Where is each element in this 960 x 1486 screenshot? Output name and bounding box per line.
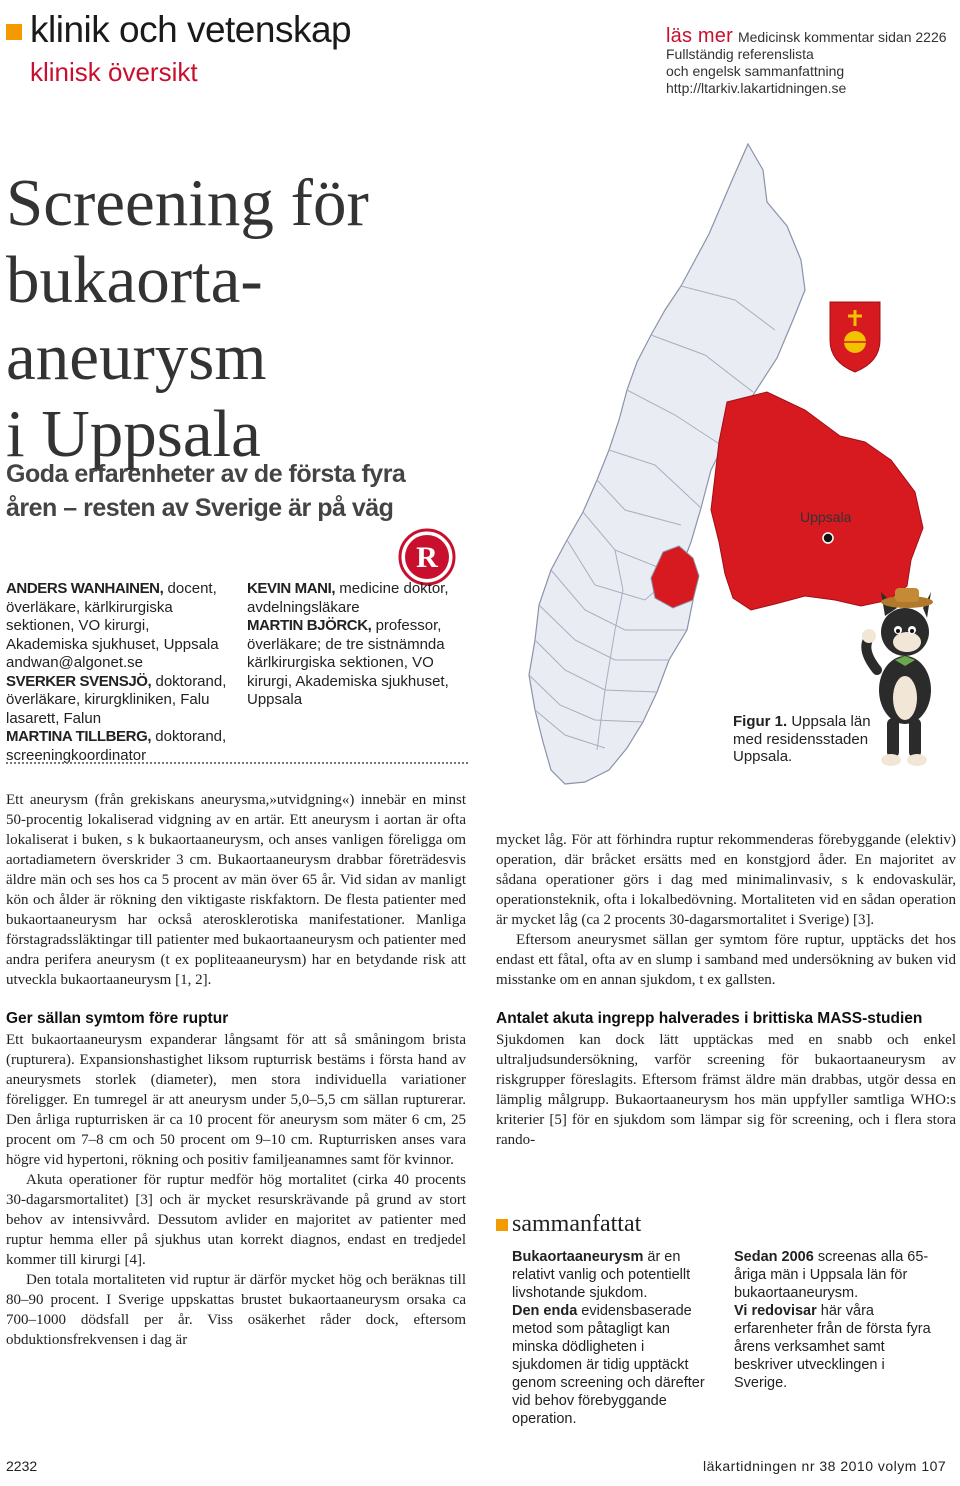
- summary-column-1: [512, 1248, 712, 1428]
- read-more-line: och engelsk sammanfattning: [666, 63, 845, 79]
- title-line: Screening för: [6, 166, 369, 240]
- author-affiliation: doktorand, screeningkoordinator: [6, 728, 227, 764]
- figure-caption-text: Uppsala län med residensstaden Uppsala.: [733, 713, 871, 765]
- summary-title: sammanfattat: [512, 1211, 642, 1237]
- article-subheading: [6, 457, 526, 525]
- title-line: aneurysm: [6, 320, 267, 394]
- summary-item: [734, 1248, 934, 1302]
- section-subtitle: klinisk översikt: [30, 57, 198, 87]
- author-name: MARTIN BJÖRCK,: [247, 617, 372, 634]
- author-name: SVERKER SVENSJÖ,: [6, 672, 152, 690]
- section-title: klinik och vetenskap: [30, 9, 352, 50]
- author-name: MARTINA TILLBERG,: [6, 728, 152, 745]
- summary-item-lead: Den enda: [512, 1303, 578, 1319]
- paragraph: Ett bukaortaaneurysm expanderar långsamt för att så småningom brista (rupturera). Expansionshastighet liksom rupturrisk bestäms i första hand av aneurysmets storlek (diameter), men stora individuella variationer föreligger. En tumregel är att aneurysm under 5,0–5,5 cm sällan rupturerar. Den årliga rupturrisken är ca 10 procent för aneurysm som mäter 6 cm, 25 procent om 7–8 cm och 50 procent om 9–10 cm. Rupturrisken anses vara högre vid hypertoni, rökning och positiv familjeanamnes samt för kvinnor.: [6, 1032, 466, 1168]
- subheading-line: åren – resten av Sverige är på väg: [6, 494, 394, 522]
- article-title: [6, 165, 526, 473]
- summary-item-lead: Bukaortaaneurysm: [512, 1249, 644, 1265]
- summary-column-2: [734, 1248, 934, 1392]
- summary-item: [734, 1302, 934, 1392]
- read-more-lead: läs mer: [666, 25, 733, 47]
- authors-right: [247, 580, 472, 710]
- summary-item-lead: Vi redovisar: [734, 1303, 817, 1319]
- summary-item-text: evidensbaserade metod som påtagligt kan minska dödligheten i sjukdomen är tidig upptäckt genom screening och därefter vid behov förebyggande operation.: [512, 1303, 705, 1427]
- paragraph: Eftersom aneurysmet sällan ger symtom före ruptur, upptäcks det hos endast ett fåtal, ofta av en slump i samband med undersökning av buken vid misstanke om en annan sjukdom, t ex gallsten.: [496, 932, 956, 988]
- summary-item-lead: Sedan 2006: [734, 1249, 814, 1265]
- summary-item-text: screenas alla 65-åriga män i Uppsala län för bukaortaaneurysm.: [734, 1249, 929, 1301]
- uppsala-city-marker: [823, 533, 833, 543]
- author-affiliation: medicine doktor, avdelningsläkare: [247, 580, 449, 616]
- map-label: Uppsala: [800, 509, 852, 525]
- sweden-map: [505, 130, 960, 790]
- uppsala-county-large: [711, 392, 923, 610]
- subheading-line: Goda erfarenheter av de första fyra: [6, 460, 406, 488]
- review-badge-icon: [398, 528, 456, 586]
- body-right-column: [496, 830, 956, 1150]
- paragraph: Den totala mortaliteten vid ruptur är därför mycket hög och beräknas till 80–90 procent. I Sverige uppskattas brustet bukaortaaneurysm orsaka ca 700–1000 dödsfall per år. Viss osäkerhet råder dock, eftersom obduktionsfrekvensen i dag är: [6, 1272, 466, 1348]
- author-email[interactable]: andwan@algonet.se: [6, 654, 143, 671]
- author-affiliation: docent, överläkare, kärlkirurgiska sektionen, VO kirurgi, Akademiska sjukhuset, Uppsala: [6, 580, 219, 653]
- summary-item: [512, 1248, 712, 1302]
- author-entry: [6, 580, 231, 654]
- journal-footer: läkartidningen nr 38 2010 volym 107: [703, 1458, 947, 1474]
- figure-caption: [733, 713, 883, 766]
- author-name: ANDERS WANHAINEN,: [6, 580, 164, 597]
- title-line: i Uppsala: [6, 397, 261, 471]
- paragraph: Akuta operationer för ruptur medför hög mortalitet (cirka 40 procents 30-dagarsmortalitet) [3] och är mycket resurskrävande på grund av stort behov av intensivvård. Dessutom avlider en majoritet av patienter med ruptur hemma eller på sjukhus utan korrekt diagnos, endast en tredjedel kommer till kirurgi [4].: [6, 1172, 466, 1268]
- summary-item-text: här våra erfarenheter från de första fyra årens verksamhet samt beskriver utvecklingen i Sverige.: [734, 1303, 931, 1391]
- divider: [6, 762, 468, 764]
- read-more-link[interactable]: http://ltarkiv.lakartidningen.se: [666, 80, 847, 96]
- intro-paragraph: Ett aneurysm (från grekiskans aneurysma,»utvidgning«) innebär en minst 50-procentig lokaliserad vidgning av en artär. Ett aneurysm i aortan är ofta lokaliserat i buken, s k bukaortaaneurysm, och anses vanligen föreligga om aortadiametern överskrider 3 cm. Bukaortaaneurysm drabbar företrädesvis äldre män och ses hos ca 5 procent av män över 65 år. Vid sidan av manligt kön och ålder är rökning den viktigaste riskfaktorn. De flesta patienter med bukaortaaneurysm har också aterosklerotiska manifestationer. Manliga förstagradssläktingar till patienter med bukaortaaneurysm och patienter med andra perifera aneurysm (t ex popliteaaneurysm) har en betydande risk att utveckla bukaortaaneurysm [1, 2].: [6, 792, 466, 988]
- read-more-line: Medicinsk kommentar sidan 2226: [737, 29, 947, 45]
- summary-item: [512, 1302, 712, 1428]
- author-name: KEVIN MANI,: [247, 580, 336, 597]
- section-marker: [6, 24, 22, 40]
- badge-letter: R: [416, 541, 438, 574]
- summary-marker: [496, 1219, 508, 1231]
- paragraph: Sjukdomen kan dock lätt upptäckas med en snabb och enkel ultraljudsundersökning, varför screening för bukaortaaneurysm av riskgrupper föreslagits. Eftersom främst äldre män drabbas, utgör dessa en lämplig målgrupp. Bukaortaaneurysm hos män uppfyller samtliga WHO:s kriterier [5] för en sjukdom som lämpar sig för screening, och i flera stora rando-: [496, 1032, 956, 1148]
- author-entry: [6, 673, 231, 729]
- summary-item-text: är en relativt vanlig och potentiellt livshotande sjukdom.: [512, 1249, 691, 1301]
- section-heading: Ger sällan symtom före ruptur: [6, 1010, 229, 1027]
- figure-caption-label: Figur 1.: [733, 713, 788, 730]
- read-more-box: [666, 25, 956, 97]
- author-entry: [6, 728, 231, 765]
- paragraph: mycket låg. För att förhindra ruptur rekommenderas förebyggande (elektiv) operation, där bråcket ersätts med en konstgjord åder. En majoritet av sådana operationer görs i dag med minimalinvasiv, s k endovaskulär, operationsteknik, ofta i lokalbedövning. Mortaliteten vid en sådan operation är mycket låg (ca 2 procents 30-dagarsmortalitet i Sverige) [3].: [496, 832, 956, 928]
- author-affiliation: professor, överläkare; de tre sistnämnda kärlkirurgiska sektionen, VO kirurgi, Akademiska sjukhuset, Uppsala: [247, 617, 449, 708]
- author-entry: [247, 580, 472, 617]
- coat-of-arms-icon: [830, 302, 880, 372]
- page-number: 2232: [6, 1458, 38, 1474]
- author-entry: [247, 617, 472, 710]
- read-more-line: Fullständig referenslista: [666, 46, 814, 62]
- authors-left: [6, 580, 231, 765]
- body-left-column: [6, 790, 466, 1350]
- author-affiliation: doktorand, överläkare, kirurgkliniken, Falu lasarett, Falun: [6, 672, 227, 727]
- section-heading: Antalet akuta ingrepp halverades i brittiska MASS-studien: [496, 1010, 923, 1027]
- title-line: bukaorta-: [6, 243, 263, 317]
